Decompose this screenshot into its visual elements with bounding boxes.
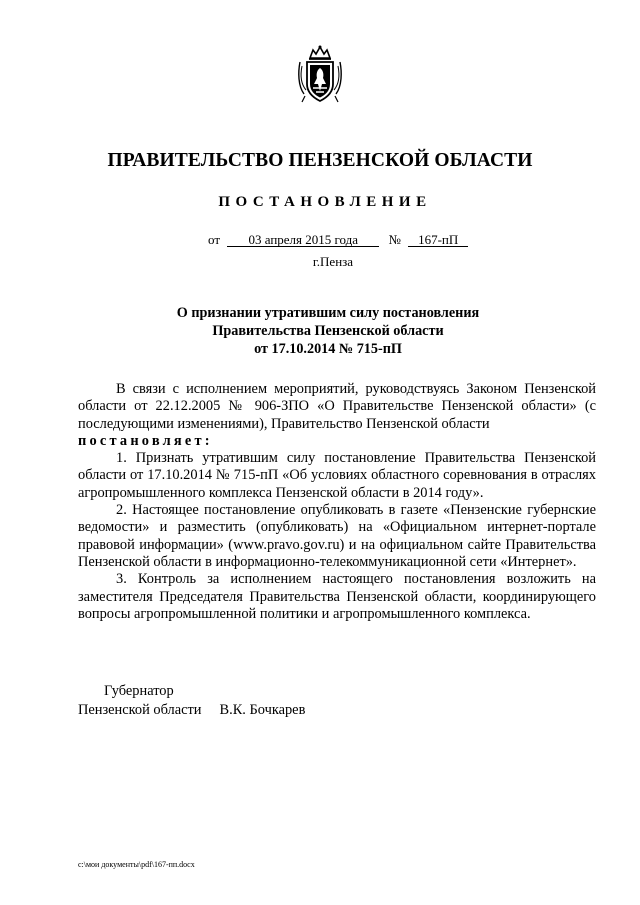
number-sign: №: [388, 232, 401, 247]
signatory-line: [78, 702, 305, 719]
document-type: ПОСТАНОВЛЕНИЕ: [218, 194, 432, 210]
coat-of-arms-icon: [296, 44, 344, 104]
dateline: [208, 232, 468, 248]
date-prefix: от: [208, 232, 221, 247]
paragraph-2: 2. Настоящее постановление опубликовать в газете «Пензенские губернские ведомости» и разместить (опубликовать) на «Официальном интернет-портале правовой информации» (www.pravo.gov.ru) и на официальном сайте Правительства Пензенской области в информационно-телекоммуникационной сети «Интернет».: [78, 502, 596, 570]
title-line: Правительства Пензенской области: [212, 323, 444, 339]
signatory-region: Пензенской области: [78, 702, 202, 718]
signatory-position: Губернатор: [104, 683, 174, 699]
document-number: 167-пП: [408, 233, 468, 247]
document-body: [78, 381, 596, 623]
file-path-footer: c:\мои документы\pdf\167-пп.docx: [78, 860, 195, 869]
document-title: [0, 304, 640, 358]
government-name: ПРАВИТЕЛЬСТВО ПЕНЗЕНСКОЙ ОБЛАСТИ: [107, 150, 533, 171]
title-line: от 17.10.2014 № 715-пП: [254, 341, 402, 357]
decree-word: постановляет:: [78, 432, 213, 449]
paragraph-1: 1. Признать утратившим силу постановление Правительства Пензенской области от 17.10.2014 № 715-пП «Об условиях областного соревнования в отраслях агропромышленного комплекса Пензенской области в 2014 году».: [78, 450, 596, 501]
paragraph-3: 3. Контроль за исполнением настоящего постановления возложить на заместителя Председателя Правительства Пензенской области, координирующего вопросы агропромышленной политики и агропромышленного комплекса.: [78, 571, 596, 622]
intro-paragraph: В связи с исполнением мероприятий, руководствуясь Законом Пензенской области от 22.12.2005 № 906-ЗПО «О Правительстве Пензенской области» (с последующими изменениями), Правительство Пензенской области: [78, 381, 596, 432]
document-date: 03 апреля 2015 года: [227, 233, 379, 247]
title-line: О признании утратившим силу постановления: [176, 305, 480, 321]
signatory-name: В.К. Бочкарев: [219, 702, 306, 718]
city: г.Пенза: [312, 254, 354, 269]
